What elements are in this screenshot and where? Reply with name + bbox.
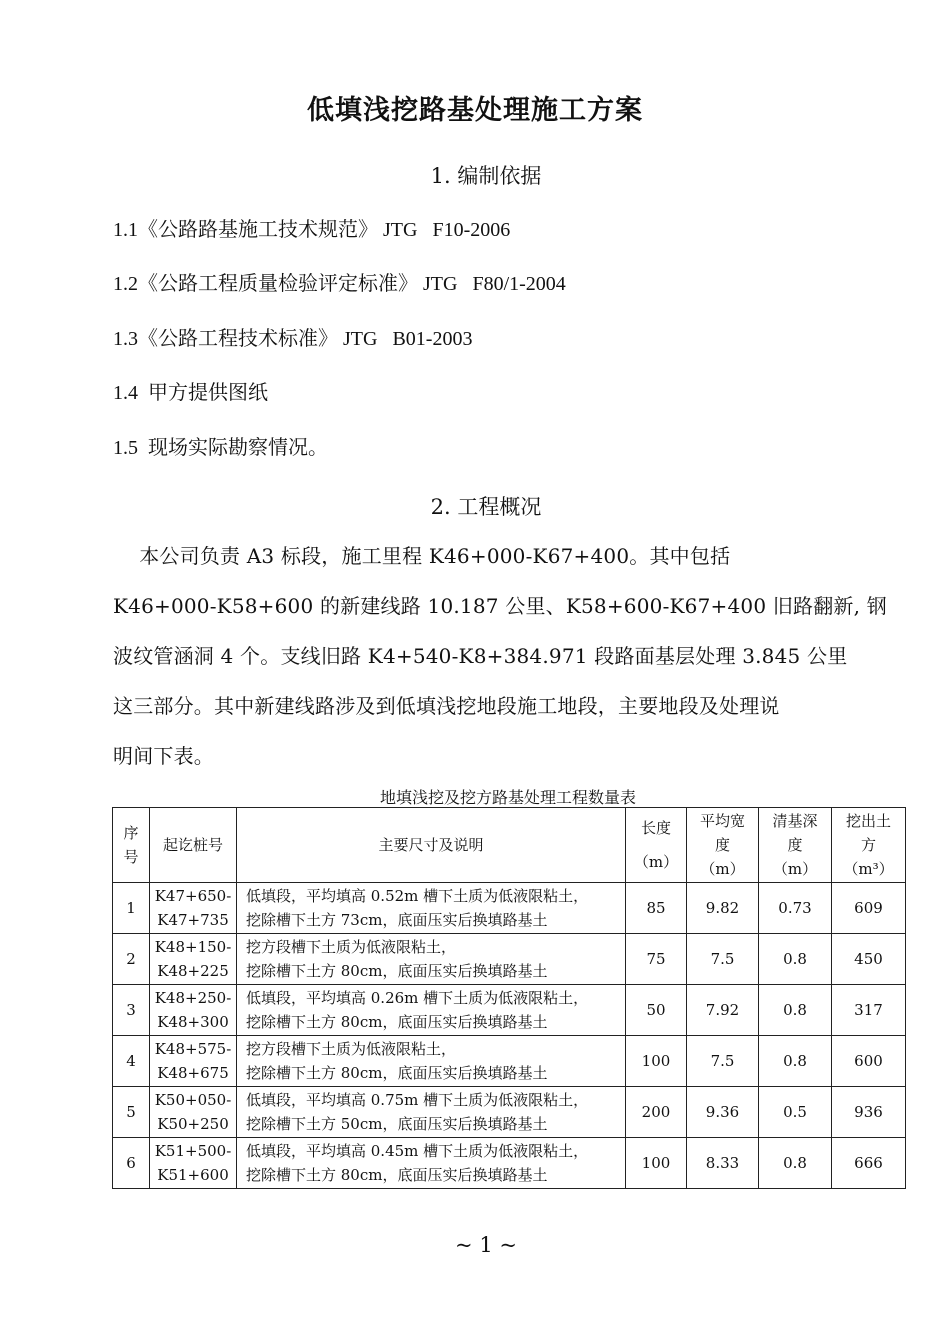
table-row	[113, 1036, 906, 1087]
cell-depth: 0.5	[759, 1087, 832, 1138]
reference-item-2: 1.2《公路工程质量检验评定标准》 JTG F80/1-2004	[113, 273, 566, 295]
cell-width: 9.82	[687, 883, 759, 934]
header-station: 起讫桩号	[150, 808, 237, 883]
cell-station: K50+050- K50+250	[150, 1087, 237, 1138]
cell-length: 100	[626, 1138, 687, 1189]
header-volume: 挖出土 方 （m³）	[832, 808, 906, 883]
header-width: 平均宽 度 （m）	[687, 808, 759, 883]
cell-station: K51+500- K51+600	[150, 1138, 237, 1189]
cell-depth: 0.8	[759, 934, 832, 985]
cell-depth: 0.8	[759, 1138, 832, 1189]
table-row	[113, 1087, 906, 1138]
cell-desc: 低填段，平均填高 0.52m 槽下土质为低液限粘土， 挖除槽下土方 73cm，底面压实后换填路基土	[237, 883, 626, 934]
cell-depth: 0.8	[759, 985, 832, 1036]
reference-item-1: 1.1《公路路基施工技术规范》 JTG F10-2006	[113, 219, 511, 241]
cell-length: 75	[626, 934, 687, 985]
header-length: 长度 （m）	[626, 808, 687, 883]
cell-length: 50	[626, 985, 687, 1036]
table-caption: 地填浅挖及挖方路基处理工程数量表	[379, 788, 636, 807]
paragraph-line: 本公司负责 A3 标段，施工里程 K46+000-K67+400。其中包括	[113, 544, 731, 568]
table-row	[113, 883, 906, 934]
table-row	[113, 985, 906, 1036]
cell-seq: 6	[113, 1138, 150, 1189]
reference-item-5: 1.5 现场实际勘察情况。	[113, 437, 328, 459]
table-row	[113, 1138, 906, 1189]
reference-item-4: 1.4 甲方提供图纸	[113, 382, 268, 404]
paragraph-line: 明间下表。	[113, 744, 214, 768]
cell-station: K48+150- K48+225	[150, 934, 237, 985]
cell-station: K48+575- K48+675	[150, 1036, 237, 1087]
cell-desc: 低填段，平均填高 0.75m 槽下土质为低液限粘土， 挖除槽下土方 50cm，底面压实后换填路基土	[237, 1087, 626, 1138]
cell-desc: 低填段，平均填高 0.26m 槽下土质为低液限粘土， 挖除槽下土方 80cm，底面压实后换填路基土	[237, 985, 626, 1036]
section-1-heading: 1. 编制依据	[430, 164, 542, 188]
paragraph-line: 这三部分。其中新建线路涉及到低填浅挖地段施工地段，主要地段及处理说	[113, 694, 780, 718]
cell-length: 100	[626, 1036, 687, 1087]
cell-seq: 5	[113, 1087, 150, 1138]
cell-desc: 低填段，平均填高 0.45m 槽下土质为低液限粘土， 挖除槽下土方 80cm，底面压实后换填路基土	[237, 1138, 626, 1189]
cell-length: 85	[626, 883, 687, 934]
header-desc: 主要尺寸及说明	[237, 808, 626, 883]
cell-station: K48+250- K48+300	[150, 985, 237, 1036]
cell-volume: 450	[832, 934, 906, 985]
cell-desc: 挖方段槽下土质为低液限粘土， 挖除槽下土方 80cm，底面压实后换填路基土	[237, 1036, 626, 1087]
cell-volume: 609	[832, 883, 906, 934]
cell-seq: 1	[113, 883, 150, 934]
paragraph-line: 波纹管涵洞 4 个。支线旧路 K4+540-K8+384.971 段路面基层处理 3.845 公里	[113, 644, 848, 668]
cell-seq: 2	[113, 934, 150, 985]
reference-item-3: 1.3《公路工程技术标准》 JTG B01-2003	[113, 328, 473, 350]
cell-width: 7.5	[687, 1036, 759, 1087]
quantity-table	[112, 807, 906, 1189]
cell-volume: 936	[832, 1087, 906, 1138]
document-title: 低填浅挖路基处理施工方案	[307, 95, 643, 126]
cell-volume: 666	[832, 1138, 906, 1189]
cell-length: 200	[626, 1087, 687, 1138]
cell-width: 7.92	[687, 985, 759, 1036]
table-row	[113, 934, 906, 985]
cell-width: 7.5	[687, 934, 759, 985]
cell-width: 8.33	[687, 1138, 759, 1189]
paragraph-line: K46+000-K58+600 的新建线路 10.187 公里、K58+600-K67+400 旧路翻新, 钢	[113, 594, 887, 618]
cell-width: 9.36	[687, 1087, 759, 1138]
page-number: ~ 1 ~	[455, 1233, 517, 1257]
section-2-heading: 2. 工程概况	[430, 495, 542, 519]
header-seq: 序 号	[113, 808, 150, 883]
table-header-row	[113, 808, 906, 883]
cell-depth: 0.8	[759, 1036, 832, 1087]
cell-volume: 317	[832, 985, 906, 1036]
cell-seq: 3	[113, 985, 150, 1036]
header-depth: 清基深 度 （m）	[759, 808, 832, 883]
cell-desc: 挖方段槽下土质为低液限粘土， 挖除槽下土方 80cm，底面压实后换填路基土	[237, 934, 626, 985]
cell-depth: 0.73	[759, 883, 832, 934]
cell-seq: 4	[113, 1036, 150, 1087]
cell-station: K47+650- K47+735	[150, 883, 237, 934]
cell-volume: 600	[832, 1036, 906, 1087]
